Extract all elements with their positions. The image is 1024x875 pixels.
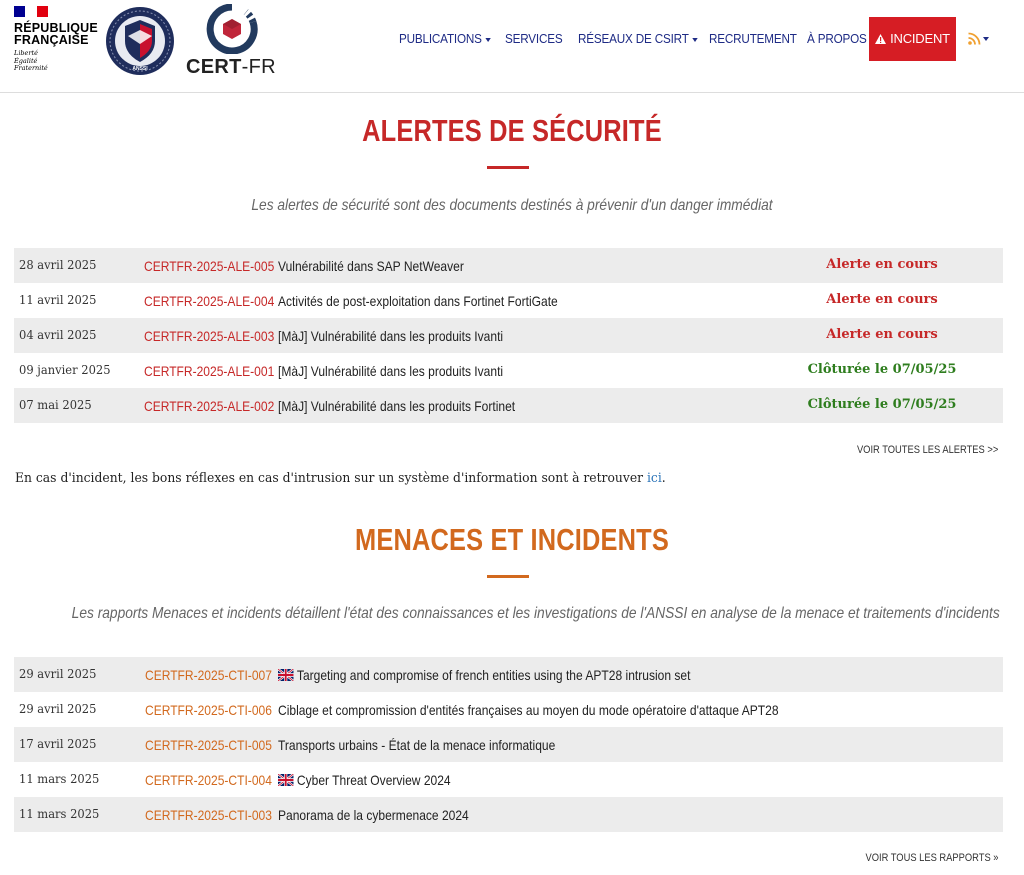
row-title-link[interactable] xyxy=(278,388,515,424)
row-title-text: Panorama de la cybermenace 2024 xyxy=(278,807,469,823)
row-title-link[interactable] xyxy=(278,283,558,319)
row-title-link[interactable] xyxy=(278,318,503,354)
row-reference-link[interactable]: CERTFR-2025-ALE-002 xyxy=(144,398,275,414)
republique-francaise-logo[interactable] xyxy=(14,6,98,73)
row-reference-link[interactable]: CERTFR-2025-CTI-004 xyxy=(145,772,272,788)
alerts-title-divider xyxy=(487,166,529,169)
row-title-link[interactable] xyxy=(278,692,779,728)
row-date: 11 mars 2025 xyxy=(19,771,100,786)
chevron-down-icon xyxy=(692,38,697,42)
threats-table xyxy=(14,657,1003,832)
cert-wordmark-rest: -FR xyxy=(241,56,276,78)
alerts-section-subtitle: Les alertes de sécurité sont des documents destinés à prévenir d'un danger immédiat xyxy=(251,197,773,214)
incident-advice-text xyxy=(15,471,666,486)
rss-icon xyxy=(968,32,981,45)
motto-fraternite: Fraternité xyxy=(14,64,48,72)
cert-hexagon-icon xyxy=(206,4,258,54)
motto-egalite: Égalité xyxy=(14,56,38,65)
row-status-badge: Alerte en cours xyxy=(826,257,938,272)
row-status-badge: Alerte en cours xyxy=(826,327,938,342)
table-row[interactable] xyxy=(14,797,1003,832)
row-reference-link[interactable]: CERTFR-2025-ALE-005 xyxy=(144,258,275,274)
nav-recrutement-label: RECRUTEMENT xyxy=(709,31,797,46)
row-date: 09 janvier 2025 xyxy=(19,362,111,377)
row-title-text: Targeting and compromise of french entities using the APT28 intrusion set xyxy=(296,667,691,683)
row-title-text: Transports urbains - État de la menace informatique xyxy=(278,737,556,753)
row-date: 07 mai 2025 xyxy=(19,397,92,412)
row-date: 29 avril 2025 xyxy=(19,666,97,681)
row-date: 28 avril 2025 xyxy=(19,257,97,272)
table-row[interactable] xyxy=(14,283,1003,318)
row-title-text: [MàJ] Vulnérabilité dans les produits Fortinet xyxy=(278,398,516,414)
row-date: 29 avril 2025 xyxy=(19,701,97,716)
row-reference-link[interactable]: CERTFR-2025-CTI-005 xyxy=(145,737,272,753)
row-status-badge: Clôturée le 07/05/25 xyxy=(807,362,957,377)
nav-publications[interactable] xyxy=(399,17,491,61)
table-row[interactable] xyxy=(14,388,1003,423)
row-date: 17 avril 2025 xyxy=(19,736,97,751)
row-title-link[interactable] xyxy=(278,727,555,763)
anssi-seal-text: ANSSI xyxy=(132,66,148,72)
chevron-down-icon xyxy=(485,38,490,42)
nav-services[interactable] xyxy=(505,17,563,61)
row-reference-link[interactable]: CERTFR-2025-ALE-001 xyxy=(144,363,275,379)
row-status-badge: Clôturée le 07/05/25 xyxy=(807,397,957,412)
row-reference-link[interactable]: CERTFR-2025-CTI-003 xyxy=(145,807,272,823)
incident-advice-end: . xyxy=(661,471,666,486)
row-reference-link[interactable]: CERTFR-2025-ALE-003 xyxy=(144,328,275,344)
row-date: 11 avril 2025 xyxy=(19,292,97,307)
cert-fr-logo[interactable] xyxy=(184,4,280,80)
anssi-seal-icon xyxy=(105,6,175,76)
incident-advice-body: En cas d'incident, les bons réflexes en cas d'intrusion sur un système d'information sont à retrouver xyxy=(15,471,647,486)
nav-reseaux-csirt[interactable] xyxy=(578,17,698,61)
nav-a-propos[interactable] xyxy=(807,17,867,61)
table-row[interactable] xyxy=(14,318,1003,353)
row-reference-link[interactable]: CERTFR-2025-CTI-007 xyxy=(145,667,272,683)
row-title-link[interactable] xyxy=(278,762,451,798)
uk-flag-icon xyxy=(278,774,293,786)
row-title-text: [MàJ] Vulnérabilité dans les produits Ivanti xyxy=(278,363,504,379)
row-reference-link[interactable]: CERTFR-2025-ALE-004 xyxy=(144,293,275,309)
row-title-link[interactable] xyxy=(278,353,503,389)
threats-section-subtitle: Les rapports Menaces et incidents détaillent l'état des connaissances et les investigations de l'ANSSI en analyse de la menace et traitements d'incidents xyxy=(71,605,1000,622)
flag-white xyxy=(25,6,36,17)
row-title-text: Ciblage et compromission d'entités françaises au moyen du mode opératoire d'attaque APT28 xyxy=(278,702,779,718)
republique-name-line1: RÉPUBLIQUE xyxy=(14,21,98,35)
table-row[interactable] xyxy=(14,762,1003,797)
row-title-text: Activités de post-exploitation dans Fortinet FortiGate xyxy=(278,293,558,309)
table-row[interactable] xyxy=(14,248,1003,283)
french-flag-icon xyxy=(14,6,48,17)
table-row[interactable] xyxy=(14,692,1003,727)
republique-name-line2: FRANÇAISE xyxy=(14,33,89,47)
table-row[interactable] xyxy=(14,657,1003,692)
threats-title-divider xyxy=(487,575,529,578)
incident-label: INCIDENT xyxy=(890,31,950,46)
nav-services-label: SERVICES xyxy=(505,31,563,46)
cert-wordmark-bold: CERT xyxy=(186,56,242,78)
table-row[interactable] xyxy=(14,727,1003,762)
uk-flag-icon xyxy=(278,669,293,681)
view-all-reports-link[interactable]: VOIR TOUS LES RAPPORTS » xyxy=(864,852,998,864)
nav-publications-label: PUBLICATIONS xyxy=(399,31,482,46)
row-date: 04 avril 2025 xyxy=(19,327,97,342)
nav-recrutement[interactable] xyxy=(709,17,797,61)
rss-dropdown[interactable] xyxy=(968,31,994,47)
warning-triangle-icon xyxy=(875,34,886,44)
table-row[interactable] xyxy=(14,353,1003,388)
row-reference-link[interactable]: CERTFR-2025-CTI-006 xyxy=(145,702,272,718)
row-title-link[interactable] xyxy=(278,248,464,284)
alerts-section-title: ALERTES DE SÉCURITÉ xyxy=(362,113,662,148)
row-title-text: [MàJ] Vulnérabilité dans les produits Ivanti xyxy=(278,328,504,344)
republique-motto xyxy=(14,50,98,73)
incident-button[interactable] xyxy=(869,17,956,61)
nav-reseaux-label: RÉSEAUX DE CSIRT xyxy=(578,31,689,46)
row-title-text: Vulnérabilité dans SAP NetWeaver xyxy=(278,258,464,274)
row-status-badge: Alerte en cours xyxy=(826,292,938,307)
cert-fr-wordmark xyxy=(186,56,276,79)
incident-advice-link[interactable]: ici xyxy=(646,471,662,486)
row-title-link[interactable] xyxy=(278,797,469,833)
flag-red xyxy=(37,6,48,17)
motto-liberte: Liberté xyxy=(14,49,38,57)
chevron-down-icon xyxy=(983,37,989,41)
threats-section-title: MENACES ET INCIDENTS xyxy=(354,522,669,557)
republique-name xyxy=(14,22,98,46)
row-title-link[interactable] xyxy=(278,657,690,693)
alerts-table xyxy=(14,248,1003,423)
flag-blue xyxy=(14,6,25,17)
row-date: 11 mars 2025 xyxy=(19,806,100,821)
row-title-text: Cyber Threat Overview 2024 xyxy=(296,772,451,788)
nav-a-propos-label: À PROPOS xyxy=(807,31,867,46)
anssi-logo[interactable] xyxy=(105,6,175,76)
view-all-alerts-link[interactable]: VOIR TOUTES LES ALERTES >> xyxy=(856,444,998,456)
